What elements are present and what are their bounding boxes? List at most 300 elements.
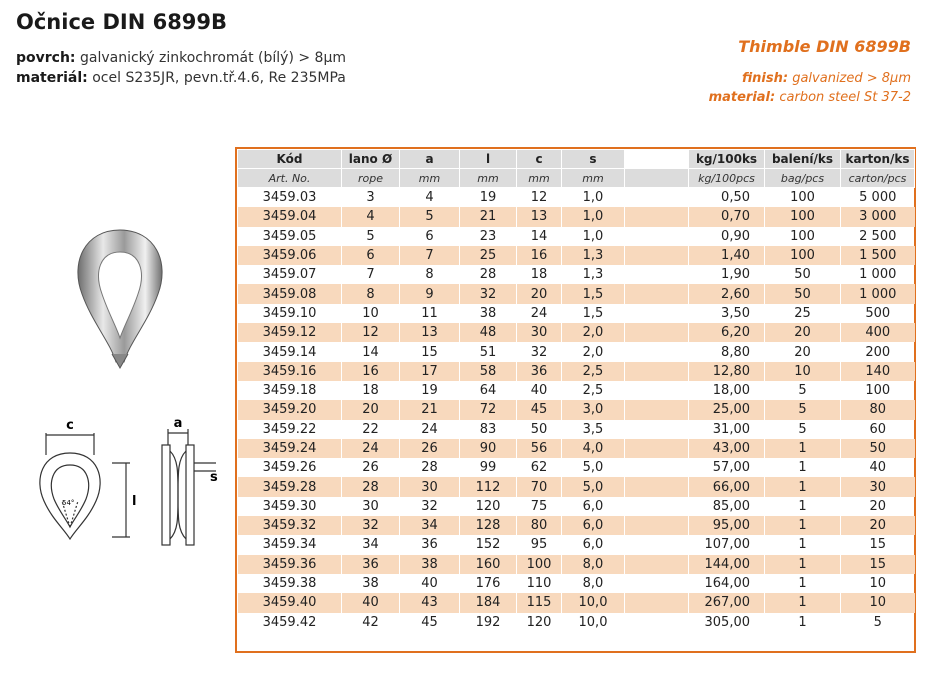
table-cell: 3459.16: [238, 362, 342, 381]
material-value: ocel S235JR, pevn.tř.4.6, Re 235MPa: [92, 70, 346, 86]
table-cell: 5: [765, 400, 841, 419]
table-cell: 1,5: [562, 304, 625, 323]
table-cell: 110: [517, 574, 562, 593]
angle-label: 54°: [62, 499, 75, 507]
table-cell: 18: [342, 381, 400, 400]
table-cell: [625, 246, 689, 265]
table-cell: [625, 497, 689, 516]
table-cell: 3459.14: [238, 342, 342, 361]
page-title-en: Thimble DIN 6899B: [738, 37, 911, 56]
column-subheader: kg/100pcs: [689, 169, 765, 188]
table-cell: 1: [765, 458, 841, 477]
table-cell: 200: [841, 342, 915, 361]
column-subheader: Art. No.: [238, 169, 342, 188]
table-cell: 100: [765, 227, 841, 246]
table-cell: 184: [460, 593, 517, 612]
table-cell: 48: [460, 323, 517, 342]
table-cell: 500: [841, 304, 915, 323]
table-cell: 40: [517, 381, 562, 400]
table-cell: 45: [517, 400, 562, 419]
table-cell: 95,00: [689, 516, 765, 535]
table-cell: 23: [460, 227, 517, 246]
table-row: [238, 593, 915, 612]
table-cell: 38: [342, 574, 400, 593]
table-cell: 1: [765, 516, 841, 535]
table-cell: 112: [460, 477, 517, 496]
material-label: materiál:: [16, 70, 88, 86]
table-subheader-row: [238, 169, 915, 188]
table-cell: [625, 304, 689, 323]
table-cell: [625, 207, 689, 226]
table-cell: 19: [400, 381, 460, 400]
table-cell: 24: [400, 420, 460, 439]
table-cell: 3,0: [562, 400, 625, 419]
table-cell: 43: [400, 593, 460, 612]
table-cell: 144,00: [689, 555, 765, 574]
table-cell: 15: [841, 535, 915, 554]
table-cell: 1,40: [689, 246, 765, 265]
table-cell: 21: [400, 400, 460, 419]
table-cell: 12: [342, 323, 400, 342]
table-cell: 56: [517, 439, 562, 458]
table-cell: [625, 227, 689, 246]
label-l: l: [132, 494, 137, 509]
table-cell: [625, 593, 689, 612]
table-row: [238, 362, 915, 381]
table-cell: 3459.05: [238, 227, 342, 246]
table-cell: 45: [400, 613, 460, 632]
table-cell: 6: [400, 227, 460, 246]
table-cell: 5,0: [562, 477, 625, 496]
table-row: [238, 516, 915, 535]
material-line: [16, 68, 346, 88]
table-row: [238, 497, 915, 516]
column-subheader: carton/pcs: [841, 169, 915, 188]
table-cell: 305,00: [689, 613, 765, 632]
table-cell: 28: [342, 477, 400, 496]
table-cell: 2,5: [562, 381, 625, 400]
table-cell: 1,0: [562, 207, 625, 226]
table-cell: 100: [517, 555, 562, 574]
table-cell: 120: [460, 497, 517, 516]
table-cell: 10,0: [562, 593, 625, 612]
table-cell: 26: [342, 458, 400, 477]
table-cell: 31,00: [689, 420, 765, 439]
column-subheader: mm: [517, 169, 562, 188]
table-cell: [625, 555, 689, 574]
table-cell: 3,5: [562, 420, 625, 439]
table-cell: 11: [400, 304, 460, 323]
table-cell: 14: [517, 227, 562, 246]
table-cell: [625, 477, 689, 496]
table-cell: 0,90: [689, 227, 765, 246]
table-cell: 20: [342, 400, 400, 419]
table-cell: 26: [400, 439, 460, 458]
table-cell: 43,00: [689, 439, 765, 458]
column-header: karton/ks: [841, 150, 915, 169]
table-cell: 3459.18: [238, 381, 342, 400]
column-header: c: [517, 150, 562, 169]
table-cell: 20: [765, 342, 841, 361]
table-cell: 34: [400, 516, 460, 535]
label-s: s: [210, 470, 218, 485]
table-cell: 13: [400, 323, 460, 342]
table-cell: 20: [841, 516, 915, 535]
table-cell: 1: [765, 477, 841, 496]
column-header: a: [400, 150, 460, 169]
table-cell: 50: [765, 265, 841, 284]
table-cell: 176: [460, 574, 517, 593]
table-cell: 3459.34: [238, 535, 342, 554]
table-cell: 3459.36: [238, 555, 342, 574]
table-cell: 5: [400, 207, 460, 226]
column-header: lano Ø: [342, 150, 400, 169]
table-cell: 50: [765, 284, 841, 303]
table-cell: 60: [841, 420, 915, 439]
table-cell: 2,60: [689, 284, 765, 303]
table-cell: 1,0: [562, 227, 625, 246]
table-cell: [625, 284, 689, 303]
table-cell: [625, 381, 689, 400]
table-cell: 100: [765, 207, 841, 226]
table-cell: 1: [765, 497, 841, 516]
material-en-line: [709, 88, 911, 107]
table-cell: 5,0: [562, 458, 625, 477]
table-cell: 107,00: [689, 535, 765, 554]
table-cell: 1 000: [841, 265, 915, 284]
surface-line: [16, 48, 346, 68]
table-cell: 192: [460, 613, 517, 632]
table-cell: 50: [517, 420, 562, 439]
table-row: [238, 227, 915, 246]
table-cell: 7: [342, 265, 400, 284]
table-cell: 8: [400, 265, 460, 284]
table-cell: 8: [342, 284, 400, 303]
table-cell: 16: [342, 362, 400, 381]
table-cell: 18,00: [689, 381, 765, 400]
table-cell: 3459.12: [238, 323, 342, 342]
table-cell: 0,70: [689, 207, 765, 226]
table-cell: 6,20: [689, 323, 765, 342]
table-cell: 164,00: [689, 574, 765, 593]
table-cell: 20: [765, 323, 841, 342]
table-cell: 3459.28: [238, 477, 342, 496]
table-cell: 36: [342, 555, 400, 574]
column-subheader: mm: [400, 169, 460, 188]
table-cell: 32: [400, 497, 460, 516]
table-cell: 19: [460, 188, 517, 208]
column-header: l: [460, 150, 517, 169]
table-cell: 85,00: [689, 497, 765, 516]
table-row: [238, 613, 915, 632]
table-cell: 75: [517, 497, 562, 516]
table-cell: 25: [460, 246, 517, 265]
table-cell: 3 000: [841, 207, 915, 226]
table-cell: 0,50: [689, 188, 765, 208]
spec-cz: [16, 48, 346, 88]
table-cell: 72: [460, 400, 517, 419]
table-cell: 99: [460, 458, 517, 477]
finish-value: galvanized > 8µm: [792, 71, 911, 86]
table-row: [238, 535, 915, 554]
table-cell: 30: [841, 477, 915, 496]
table-cell: 15: [841, 555, 915, 574]
table-cell: 57,00: [689, 458, 765, 477]
surface-label: povrch:: [16, 50, 76, 66]
table-cell: 80: [517, 516, 562, 535]
table-cell: 152: [460, 535, 517, 554]
table-row: [238, 477, 915, 496]
table-cell: 24: [342, 439, 400, 458]
table-cell: [625, 265, 689, 284]
table-cell: 12: [517, 188, 562, 208]
surface-value: galvanický zinkochromát (bílý) > 8µm: [80, 50, 347, 66]
table-cell: 1: [765, 593, 841, 612]
table-cell: 10: [765, 362, 841, 381]
table-row: [238, 439, 915, 458]
table-cell: 3459.30: [238, 497, 342, 516]
table-cell: 40: [841, 458, 915, 477]
table-cell: 24: [517, 304, 562, 323]
table-cell: 32: [342, 516, 400, 535]
table-cell: 83: [460, 420, 517, 439]
table-cell: 14: [342, 342, 400, 361]
table-cell: 3459.22: [238, 420, 342, 439]
table-cell: 32: [517, 342, 562, 361]
table-cell: 3459.06: [238, 246, 342, 265]
table-cell: 2,5: [562, 362, 625, 381]
table-cell: 1: [765, 439, 841, 458]
table-cell: 3: [342, 188, 400, 208]
table-cell: 80: [841, 400, 915, 419]
table-cell: 3459.38: [238, 574, 342, 593]
table-cell: 2,0: [562, 342, 625, 361]
table-cell: 42: [342, 613, 400, 632]
column-header: [625, 150, 689, 169]
spec-en: [709, 69, 911, 107]
table-row: [238, 458, 915, 477]
material-en-label: material:: [708, 90, 776, 105]
table-row: [238, 207, 915, 226]
table-cell: 21: [460, 207, 517, 226]
table-body: [238, 188, 915, 632]
table-cell: 100: [765, 246, 841, 265]
column-header: balení/ks: [765, 150, 841, 169]
table-cell: [625, 342, 689, 361]
table-cell: 3459.03: [238, 188, 342, 208]
table-cell: 1,5: [562, 284, 625, 303]
table-cell: 3459.40: [238, 593, 342, 612]
table-cell: 16: [517, 246, 562, 265]
table-cell: 28: [400, 458, 460, 477]
table-cell: 70: [517, 477, 562, 496]
table-cell: 38: [460, 304, 517, 323]
table-cell: 62: [517, 458, 562, 477]
column-header: Kód: [238, 150, 342, 169]
table-cell: 20: [517, 284, 562, 303]
table-cell: 51: [460, 342, 517, 361]
table-cell: 36: [517, 362, 562, 381]
table-cell: 28: [460, 265, 517, 284]
table-cell: 2 500: [841, 227, 915, 246]
table-cell: 3459.07: [238, 265, 342, 284]
table-row: [238, 284, 915, 303]
table-cell: 5 000: [841, 188, 915, 208]
table-cell: 50: [841, 439, 915, 458]
table-cell: [625, 439, 689, 458]
table-cell: 1 000: [841, 284, 915, 303]
table-cell: 4: [342, 207, 400, 226]
table-cell: 6,0: [562, 516, 625, 535]
table-cell: 10,0: [562, 613, 625, 632]
table-cell: 10: [841, 574, 915, 593]
table-cell: 6,0: [562, 497, 625, 516]
table-cell: 30: [400, 477, 460, 496]
label-a: a: [173, 416, 183, 431]
table-header-row: [238, 150, 915, 169]
table-cell: 90: [460, 439, 517, 458]
table-cell: 10: [841, 593, 915, 612]
table-cell: 5: [765, 420, 841, 439]
table-cell: 160: [460, 555, 517, 574]
table-cell: 66,00: [689, 477, 765, 496]
table-row: [238, 265, 915, 284]
table-cell: 8,0: [562, 555, 625, 574]
table-cell: 128: [460, 516, 517, 535]
table-cell: 25,00: [689, 400, 765, 419]
table-cell: 20: [841, 497, 915, 516]
table-cell: [625, 323, 689, 342]
table-cell: 36: [400, 535, 460, 554]
table-cell: 1,3: [562, 246, 625, 265]
table-cell: 32: [460, 284, 517, 303]
column-subheader: rope: [342, 169, 400, 188]
table-row: [238, 304, 915, 323]
table-cell: 9: [400, 284, 460, 303]
material-en-value: carbon steel St 37-2: [779, 90, 911, 105]
table-cell: [625, 613, 689, 632]
table-cell: 12,80: [689, 362, 765, 381]
table-cell: 100: [765, 188, 841, 208]
column-subheader: bag/pcs: [765, 169, 841, 188]
table-cell: 1,0: [562, 188, 625, 208]
table-cell: [625, 574, 689, 593]
table-cell: [625, 516, 689, 535]
table-cell: 10: [342, 304, 400, 323]
dimension-drawing: [32, 415, 232, 565]
table-row: [238, 555, 915, 574]
table-cell: 1: [765, 574, 841, 593]
finish-line: [709, 69, 911, 88]
table-cell: 1: [765, 613, 841, 632]
column-subheader: mm: [562, 169, 625, 188]
table-row: [238, 188, 915, 208]
table-row: [238, 342, 915, 361]
table-cell: 15: [400, 342, 460, 361]
column-subheader: mm: [460, 169, 517, 188]
page-title: Očnice DIN 6899B: [16, 10, 228, 34]
table-cell: 140: [841, 362, 915, 381]
table-cell: 8,80: [689, 342, 765, 361]
table-row: [238, 574, 915, 593]
table-cell: [625, 458, 689, 477]
table-cell: 120: [517, 613, 562, 632]
table-cell: 3459.26: [238, 458, 342, 477]
table-cell: 5: [841, 613, 915, 632]
table-row: [238, 420, 915, 439]
table-cell: [625, 188, 689, 208]
table-cell: 1,90: [689, 265, 765, 284]
column-header: s: [562, 150, 625, 169]
column-subheader: [625, 169, 689, 188]
table-row: [238, 381, 915, 400]
table-cell: 1: [765, 535, 841, 554]
table-cell: 34: [342, 535, 400, 554]
table-cell: 95: [517, 535, 562, 554]
spec-table: [235, 147, 916, 653]
table-row: [238, 323, 915, 342]
table-cell: 5: [342, 227, 400, 246]
table-cell: 1,3: [562, 265, 625, 284]
table-cell: 267,00: [689, 593, 765, 612]
table-cell: [625, 535, 689, 554]
table-cell: 22: [342, 420, 400, 439]
table-cell: 1 500: [841, 246, 915, 265]
table-cell: 5: [765, 381, 841, 400]
table-cell: 58: [460, 362, 517, 381]
table-cell: 3459.20: [238, 400, 342, 419]
table-cell: 64: [460, 381, 517, 400]
table-row: [238, 400, 915, 419]
table-row: [238, 246, 915, 265]
table-cell: [625, 400, 689, 419]
table-cell: 17: [400, 362, 460, 381]
table-cell: [625, 362, 689, 381]
table-cell: 30: [342, 497, 400, 516]
table-cell: 13: [517, 207, 562, 226]
table-cell: 400: [841, 323, 915, 342]
table-cell: 4,0: [562, 439, 625, 458]
thimble-photo: [60, 222, 180, 372]
table-cell: 40: [342, 593, 400, 612]
table-cell: 25: [765, 304, 841, 323]
table-cell: 38: [400, 555, 460, 574]
table-cell: 3459.24: [238, 439, 342, 458]
table-cell: 3459.10: [238, 304, 342, 323]
table-cell: 3459.08: [238, 284, 342, 303]
column-header: kg/100ks: [689, 150, 765, 169]
table-cell: 4: [400, 188, 460, 208]
table-cell: 115: [517, 593, 562, 612]
table-cell: 3459.32: [238, 516, 342, 535]
table-cell: 6: [342, 246, 400, 265]
table-cell: 7: [400, 246, 460, 265]
table-cell: 1: [765, 555, 841, 574]
table-cell: 100: [841, 381, 915, 400]
label-c: c: [66, 418, 74, 433]
table-cell: 6,0: [562, 535, 625, 554]
table-cell: 40: [400, 574, 460, 593]
table-cell: 2,0: [562, 323, 625, 342]
table-cell: 3,50: [689, 304, 765, 323]
table-cell: 8,0: [562, 574, 625, 593]
finish-label: finish:: [741, 71, 789, 86]
table-cell: 18: [517, 265, 562, 284]
table-cell: 3459.04: [238, 207, 342, 226]
table-cell: 3459.42: [238, 613, 342, 632]
table-cell: [625, 420, 689, 439]
table-cell: 30: [517, 323, 562, 342]
